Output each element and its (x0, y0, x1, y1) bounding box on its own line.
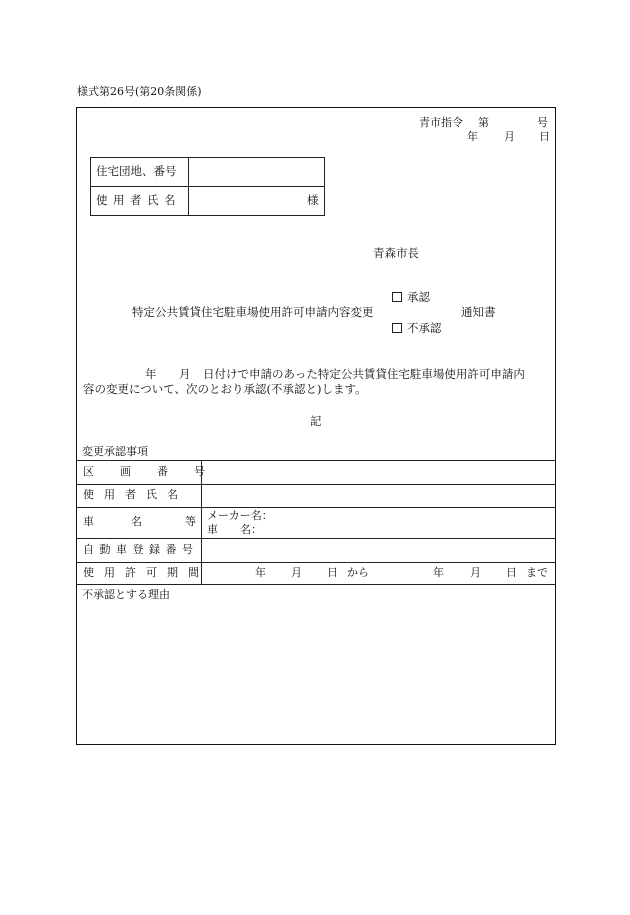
section-heading: 変更承認事項 (82, 445, 148, 458)
issuer: 青森市長 (373, 246, 419, 260)
period-d1: 日 (327, 566, 338, 579)
form-reference: 様式第26号(第20条関係) (77, 85, 202, 98)
checkbox-reject (392, 323, 402, 333)
car-name-label: 車 名： (207, 523, 262, 536)
period-y1: 年 (255, 566, 266, 579)
notice-title-suffix: 通知書 (461, 305, 496, 319)
maker-label: メーカー名： (207, 509, 273, 522)
period-y2: 年 (433, 566, 444, 579)
date-month: 月 (504, 130, 515, 143)
kukaku-label: 区画番号 (83, 465, 231, 478)
shamei-label-2: 名 (131, 515, 142, 528)
body-year: 年 (145, 367, 157, 381)
option-approve-label: 承認 (407, 290, 430, 304)
period-d2: 日 (506, 566, 517, 579)
period-m1: 月 (291, 566, 302, 579)
period-made: まで (526, 566, 548, 579)
body-line2: 容の変更について、次のとおり承認(不承認と)します。 (83, 382, 367, 396)
checkbox-approve (392, 292, 402, 302)
shiyousha-label: 使用者氏名 (83, 488, 188, 501)
ki-marker: 記 (310, 414, 322, 428)
touroku-label: 自動車登録番号 (83, 543, 199, 556)
doc-number-go: 号 (537, 116, 548, 129)
body-line1: 日付けで申請のあった特定公共賃貸住宅駐車場使用許可申請内 (203, 367, 525, 381)
kikan-label: 使用許可期間 (83, 566, 209, 579)
date-year: 年 (467, 130, 478, 143)
shamei-label-3: 等 (185, 515, 196, 528)
option-reject-label: 不承認 (407, 321, 442, 335)
housing-estate-label: 住宅団地、番号 (96, 164, 177, 178)
notice-title: 特定公共賃貸住宅駐車場使用許可申請内容変更 (132, 305, 374, 319)
option-reject (392, 323, 442, 335)
reject-reason-label: 不承認とする理由 (82, 588, 170, 601)
period-m2: 月 (470, 566, 481, 579)
option-approve (392, 292, 430, 304)
honorific-sama: 様 (307, 193, 319, 207)
doc-number-dai: 第 (478, 116, 489, 129)
date-day: 日 (539, 130, 550, 143)
user-name-label: 使用者氏名 (96, 193, 181, 207)
body-month: 月 (179, 367, 191, 381)
period-kara: から (347, 566, 369, 579)
doc-number-prefix: 青市指令 (419, 116, 463, 129)
shamei-label-1: 車 (83, 515, 94, 528)
